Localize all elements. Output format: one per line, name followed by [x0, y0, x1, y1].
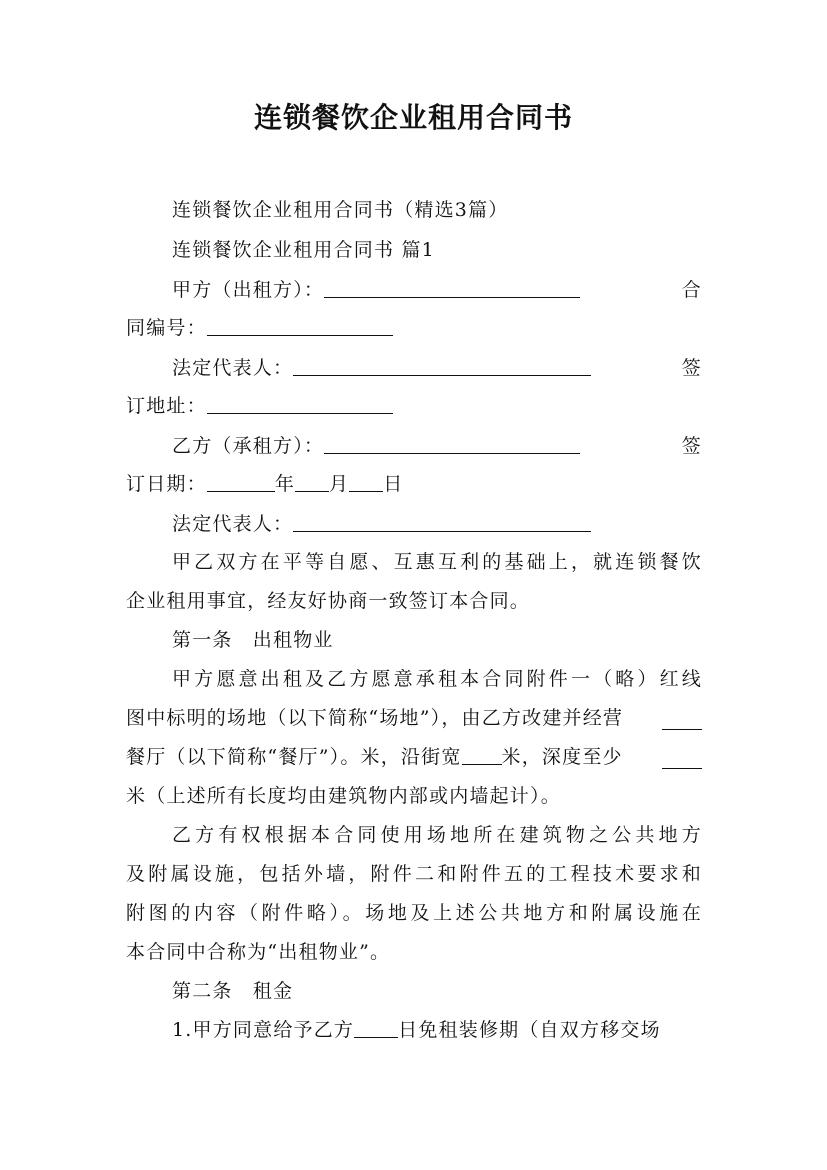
article-1-line3 [126, 738, 702, 776]
article-1-line2 [126, 699, 702, 737]
article-1-heading: 第一条 出租物业 [172, 629, 334, 651]
section-heading: 连锁餐饮企业租用合同书 篇1 [172, 239, 435, 261]
article-1-line3-text-a: 餐厅（以下简称“餐厅”）。米，沿街宽 [126, 746, 462, 768]
frontage-blank [462, 742, 502, 765]
article-2-line1 [126, 1011, 702, 1049]
article-1-line4: 米（上述所有长度均由建筑物内部或内墙起计）。 [126, 785, 561, 807]
party-b-label: 乙方（承租方）： [172, 435, 325, 457]
month-label: 月 [329, 473, 350, 495]
article-1-para2-line2: 及附属设施，包括外墙，附件二和附件五的工程技术要求和 [126, 863, 702, 885]
sign-date-head: 签 [681, 435, 702, 457]
legal-rep-b-blank [293, 509, 591, 532]
sign-place-label: 订地址： [126, 395, 207, 417]
party-a-label: 甲方（出租方）： [172, 279, 325, 301]
restaurant-name-blank [662, 707, 702, 730]
para1-line2: 企业租用事宜，经友好协商一致签订本合同。 [126, 590, 531, 612]
contract-no-blank [207, 313, 393, 336]
article-1-para2-line4: 本合同中合称为“出租物业”。 [126, 941, 391, 963]
sign-date-line [126, 465, 702, 503]
party-a-blank [324, 275, 580, 298]
party-b-blank [324, 431, 580, 454]
year-label: 年 [274, 473, 296, 495]
depth-blank [662, 746, 702, 769]
year-blank [207, 469, 275, 492]
month-blank [295, 469, 329, 492]
article-2-heading: 第二条 租金 [172, 980, 294, 1002]
contract-no-head: 合 [681, 279, 702, 301]
article-1-para2-line1: 乙方有权根据本合同使用场地所在建筑物之公共地方 [172, 824, 702, 846]
rent-free-days-blank [354, 1015, 398, 1038]
article-1-line1: 甲方愿意出租及乙方愿意承租本合同附件一（略）红线 [172, 668, 702, 690]
contract-no-label: 同编号： [126, 317, 207, 339]
article-1-line2-text: 图中标明的场地（以下简称“场地”），由乙方改建并经营 [126, 707, 624, 729]
party-b-line [126, 427, 702, 465]
day-blank [349, 469, 383, 492]
legal-rep-a-blank [293, 353, 591, 376]
para1-line1: 甲乙双方在平等自愿、互惠互利的基础上，就连锁餐饮 [172, 551, 702, 573]
article-2-line1-text-b: 日免租装修期（自双方移交场 [398, 1019, 661, 1041]
subtitle: 连锁餐饮企业租用合同书（精选3篇） [172, 199, 509, 221]
sign-place-line [126, 387, 702, 425]
document-title: 连锁餐饮企业租用合同书 [253, 101, 573, 134]
legal-rep-a-label: 法定代表人： [172, 357, 294, 379]
sign-date-label: 订日期： [126, 473, 207, 495]
day-label: 日 [383, 473, 404, 495]
contract-no-line [126, 309, 702, 347]
party-a-line [126, 271, 702, 309]
legal-rep-a-line [126, 349, 702, 387]
legal-rep-b-line [126, 505, 702, 543]
article-1-para2-line3: 附图的内容（附件略）。场地及上述公共地方和附属设施在 [126, 902, 702, 924]
article-2-line1-text-a: 1.甲方同意给予乙方 [172, 1019, 355, 1041]
sign-place-blank [207, 391, 393, 414]
article-1-line3-text-b: 米，深度至少 [501, 746, 623, 768]
sign-place-head: 签 [681, 357, 702, 379]
legal-rep-b-label: 法定代表人： [172, 513, 294, 535]
